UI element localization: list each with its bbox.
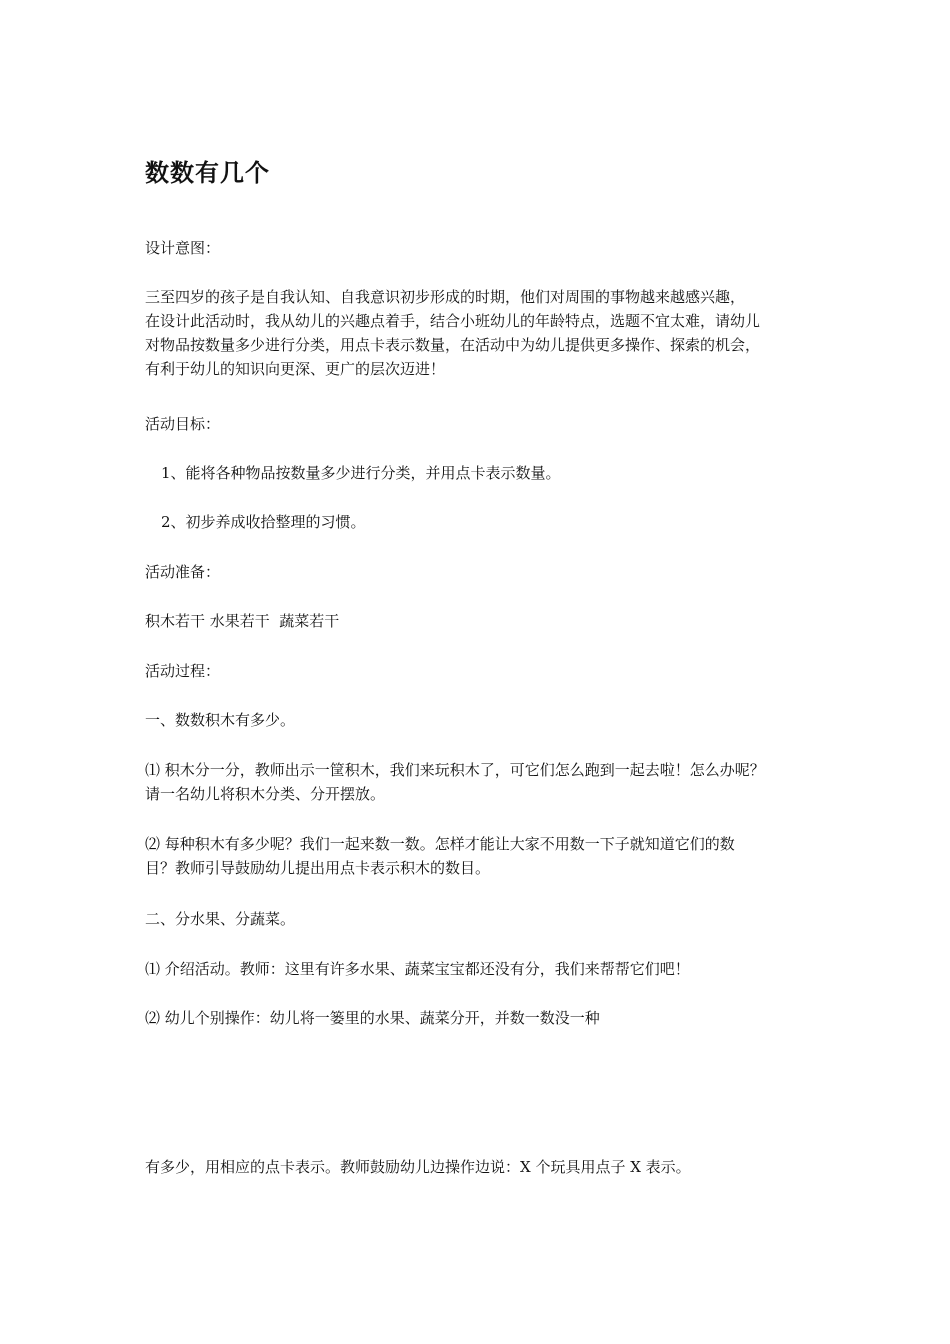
document-title: 数数有几个	[145, 158, 270, 187]
section1-item2	[145, 832, 835, 880]
section1-item1-line: 请一名幼儿将积木分类、分开摆放。	[145, 785, 386, 803]
prep-text: 积木若干 水果若干 蔬菜若干	[145, 612, 340, 630]
design-intent-line: 对物品按数量多少进行分类，用点卡表示数量，在活动中为幼儿提供更多操作、探索的机会，	[145, 336, 761, 354]
section1-heading: 一、数数积木有多少。	[145, 711, 296, 729]
continuation-text: 有多少，用相应的点卡表示。教师鼓励幼儿边操作边说：X 个玩具用点子 X 表示。	[145, 1158, 691, 1176]
design-intent-heading: 设计意图：	[145, 239, 221, 257]
section1-item1	[145, 758, 835, 806]
design-intent-line: 在设计此活动时，我从幼儿的兴趣点着手，结合小班幼儿的年龄特点，选题不宜太难，请幼儿	[145, 312, 761, 330]
goal-item: 1、能将各种物品按数量多少进行分类，并用点卡表示数量。	[161, 464, 561, 482]
design-intent-line: 三至四岁的孩子是自我认知、自我意识初步形成的时期，他们对周围的事物越来越感兴趣，	[145, 288, 746, 306]
section2-item2: ⑵ 幼儿个别操作：幼儿将一篓里的水果、蔬菜分开，并数一数没一种	[145, 1009, 600, 1027]
design-intent-paragraph	[145, 285, 835, 381]
process-heading: 活动过程：	[145, 662, 221, 680]
goal-item: 2、初步养成收拾整理的习惯。	[161, 513, 366, 531]
section1-item2-line: ⑵ 每种积木有多少呢？我们一起来数一数。怎样才能让大家不用数一下子就知道它们的数	[145, 835, 735, 853]
section2-item1: ⑴ 介绍活动。教师：这里有许多水果、蔬菜宝宝都还没有分，我们来帮帮它们吧！	[145, 960, 690, 978]
section1-item2-line: 目？教师引导鼓励幼儿提出用点卡表示积木的数目。	[145, 859, 491, 877]
section2-heading: 二、分水果、分蔬菜。	[145, 910, 296, 928]
prep-heading: 活动准备：	[145, 563, 221, 581]
section1-item1-line: ⑴ 积木分一分，教师出示一筐积木，我们来玩积木了，可它们怎么跑到一起去啦！怎么办呢？	[145, 761, 765, 779]
design-intent-line: 有利于幼儿的知识向更深、更广的层次迈进！	[145, 360, 446, 378]
goals-heading: 活动目标：	[145, 415, 221, 433]
